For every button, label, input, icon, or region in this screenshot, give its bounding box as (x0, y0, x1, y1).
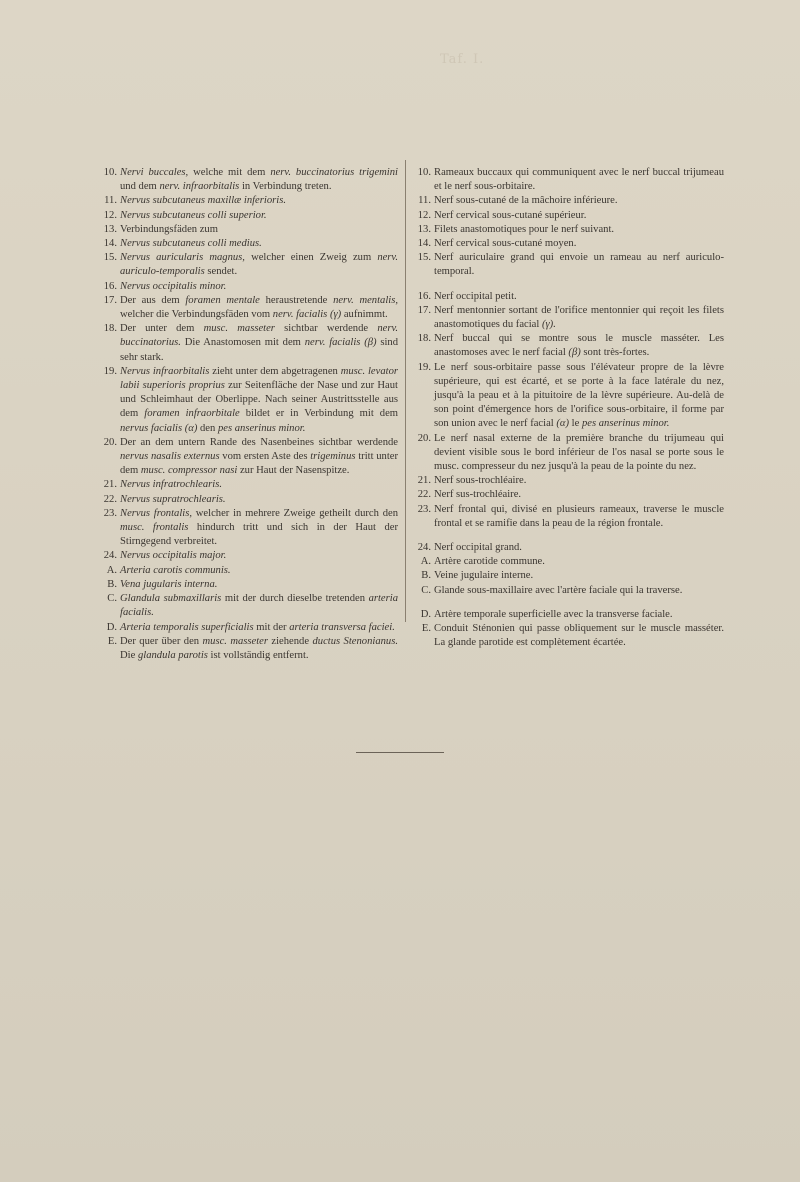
entry-text-run: vom ersten Aste des (219, 451, 311, 463)
entry-number: E. (421, 623, 431, 635)
entry-text-italic: (β) (568, 347, 581, 359)
entry-gap (414, 531, 724, 541)
entry-number: 18. (103, 323, 117, 335)
entry-text-italic: nerv. facialis (β) (304, 337, 377, 349)
entry-text-run: mit der durch dieselbe tretenden (221, 593, 369, 605)
entry-text-run: ziehende (268, 635, 313, 647)
entry-text-italic: nerv. infraorbitalis (159, 181, 240, 193)
entry-text-italic: pes anserinus minor. (217, 422, 306, 434)
legend-entry (100, 549, 398, 563)
entry-text (120, 251, 398, 279)
entry-text-italic: Nervus infratrochlearis. (120, 479, 223, 491)
entry-text-run: Der aus dem (120, 294, 186, 306)
entry-text-italic: Nervus frontalis, (120, 507, 192, 519)
entry-text-run: zur Haut der Nasenspitze. (237, 465, 350, 477)
entry-number: 20. (417, 432, 431, 444)
entry-text-run: Die Anastomosen mit dem (180, 337, 305, 349)
entry-text-run: heraustretende (259, 294, 334, 306)
entry-text-run: Die (120, 649, 138, 661)
entry-text-run: Nerf occipital petit. (434, 290, 517, 302)
entry-number: 16. (417, 290, 431, 302)
entry-text-italic: musc. masseter (203, 323, 275, 335)
entry-text-italic: nerv. mentalis, (333, 294, 398, 306)
legend-entry (414, 251, 724, 279)
entry-text (120, 564, 398, 578)
entry-text-italic: nerv. buccinatorius trigemini (270, 167, 398, 178)
entry-text (434, 290, 724, 304)
legend-entry (414, 503, 724, 531)
entry-text-italic: musc. compressor nasi (140, 465, 238, 477)
entry-text-run: zur Seitenfläche der Nase und zur Haut und Schleimhaut der Oberlippe. Nach seiner Austrittsstelle aus dem (120, 380, 398, 420)
entry-text-italic: Glandula submaxillaris (120, 593, 222, 605)
entry-number: 10. (103, 167, 117, 178)
entry-text-run: Nerf cervical sous-cutané supérieur. (434, 209, 587, 221)
legend-entry (100, 621, 398, 635)
entry-text-run: Nerf frontal qui, divisé en plusieurs rameaux, traverse le muscle frontal et se ramifie dans la peau de la région frontale. (434, 503, 724, 529)
entry-number: 15. (417, 252, 431, 264)
legend-entry (414, 488, 724, 502)
entry-gap (414, 598, 724, 608)
entry-text (434, 584, 724, 598)
entry-number: 11. (104, 195, 117, 207)
entry-text-italic: Nervus subcutaneus colli superior. (120, 209, 267, 221)
entry-text-run: Le nerf nasal externe de la première branche du trijumeau qui devient visible sous le bord inférieur de l'os nasal se porte sous le musc. compresseur du nez jusqu'à la peau de la pointe du nez. (434, 432, 724, 473)
entry-text (120, 578, 398, 592)
entry-number: 17. (103, 294, 117, 306)
legend-entry (414, 194, 724, 208)
entry-number: 19. (103, 365, 117, 377)
legend-entry (100, 251, 398, 279)
entry-number: 23. (417, 503, 431, 515)
entry-text-italic: Arteria carotis communis. (120, 564, 231, 576)
entry-text-run: Veine jugulaire interne. (434, 570, 534, 582)
entry-number: C. (107, 593, 117, 605)
entry-text-italic: (α) (556, 418, 569, 430)
legend-entry (414, 608, 724, 622)
entry-text-run: zieht unter dem abgetragenen (209, 365, 341, 377)
legend-entry (414, 290, 724, 304)
legend-entry (100, 280, 398, 294)
entry-number: 23. (103, 507, 117, 519)
entry-number: 13. (103, 223, 117, 235)
entry-text-run: Conduit Sténonien qui passe obliquement sur le muscle masséter. La glande parotide est complètement écartée. (434, 623, 724, 649)
legend-entry (414, 361, 724, 432)
entry-text-run: Nerf sous-trochléaire. (434, 475, 527, 487)
entry-text (434, 361, 724, 432)
entry-text (434, 555, 724, 569)
entry-text (120, 209, 398, 223)
entry-number: 24. (103, 550, 117, 562)
entry-text (120, 436, 398, 479)
entry-text (120, 621, 398, 635)
entry-number: 14. (417, 238, 431, 250)
entry-text-run: ist vollständig entfernt. (207, 649, 309, 661)
entry-text (120, 237, 398, 251)
legend-entry (100, 209, 398, 223)
entry-number: 18. (417, 333, 431, 345)
entry-text (434, 194, 724, 208)
entry-text-run: mit der (253, 621, 290, 633)
legend-entry (414, 555, 724, 569)
entry-number: 20. (103, 436, 117, 448)
entry-number: A. (420, 556, 431, 568)
entry-number: 13. (417, 223, 431, 235)
legend-entry (100, 592, 398, 620)
entry-text (120, 223, 398, 237)
entry-text-run: hindurch tritt und sich in der Haut der Stirngegend verbreitet. (120, 522, 398, 548)
entry-text-run: sind sehr stark. (120, 337, 398, 363)
legend-entry (414, 209, 724, 223)
entry-text-italic: Nervus occipitalis major. (120, 550, 227, 562)
entry-text-run: Nerf mentonnier sortant de l'orifice mentonnier qui reçoit les filets anastomotiques du facial (434, 304, 724, 331)
legend-entry (100, 436, 398, 479)
entry-gap (414, 280, 724, 290)
entry-text (120, 166, 398, 194)
entry-text-run: Filets anastomotiques pour le nerf suivant. (434, 223, 615, 235)
entry-text-italic: musc. frontalis (120, 522, 189, 534)
legend-entry (414, 622, 724, 650)
legend-entry (100, 237, 398, 251)
legend-entry (100, 578, 398, 592)
entry-text (120, 635, 398, 663)
entry-text-italic: nerv. facialis (γ) (272, 309, 342, 321)
entry-text (434, 474, 724, 488)
entry-text-run: Nerf sous-cutané de la mâchoire inférieure. (434, 195, 618, 207)
legend-entry (100, 365, 398, 436)
entry-text-run: sont très-fortes. (580, 347, 650, 359)
entry-text-italic: nervus facialis (α) (120, 422, 198, 434)
entry-text-run: in Verbindung treten. (239, 181, 332, 193)
legend-entry (100, 223, 398, 237)
entry-text-run: welcher die Verbindungsfäden vom (120, 309, 273, 321)
entry-text-run: und dem (120, 181, 160, 193)
entry-text-run: Verbindungsfäden zum (120, 223, 218, 235)
entry-text-italic: Nervus subcutaneus colli medius. (120, 238, 262, 250)
entry-text-italic: foramen infraorbitale (144, 408, 240, 420)
entry-text (434, 488, 724, 502)
entry-text (120, 493, 398, 507)
legend-entry (100, 478, 398, 492)
entry-text (434, 332, 724, 360)
entry-number: 22. (417, 489, 431, 501)
entry-number: 10. (417, 167, 431, 178)
entry-text (120, 294, 398, 322)
entry-text-run: Nerf occipital grand. (434, 542, 522, 554)
entry-text-italic: arteria facialis. (120, 593, 398, 619)
entry-text (120, 478, 398, 492)
legend-entry (100, 166, 398, 194)
entry-text (120, 507, 398, 550)
column-divider (405, 160, 406, 622)
entry-text-run: welche mit dem (188, 167, 271, 178)
legend-entry (100, 194, 398, 208)
entry-text-italic: foramen mentale (185, 294, 260, 306)
entry-number: 24. (417, 542, 431, 554)
entry-text-run: Nerf buccal qui se montre sous le muscle masséter. Les anastomoses avec le nerf facial (434, 333, 724, 359)
entry-text-run: Rameaux buccaux qui communiquent avec le nerf buccal trijumeau et le nerf sous-orbitaire. (434, 167, 724, 193)
entry-number: 15. (103, 252, 117, 264)
entry-text-italic: Nervus auricularis magnus, (120, 252, 245, 264)
entry-text (120, 280, 398, 294)
entry-text-run: le (569, 418, 582, 430)
entry-number: 12. (417, 209, 431, 221)
faint-plate-header: Taf. I. (440, 52, 485, 67)
french-column (414, 166, 724, 651)
entry-text (434, 622, 724, 650)
entry-text-run: bildet er in Verbindung mit dem (239, 408, 399, 420)
legend-entry (100, 294, 398, 322)
entry-text-run: sendet. (204, 266, 238, 278)
entry-text-run: Glande sous-maxillaire avec l'artère faciale qui la traverse. (434, 584, 683, 596)
entry-number: A. (106, 564, 117, 576)
entry-number: B. (421, 570, 431, 582)
entry-text-italic: Arteria temporalis superficialis (120, 621, 254, 633)
entry-number: 14. (103, 238, 117, 250)
entry-text-italic: Nervi buccales, (120, 167, 189, 178)
entry-text-italic: pes anserinus minor. (581, 418, 670, 430)
entry-number: E. (107, 635, 117, 647)
entry-text (434, 608, 724, 622)
entry-text-italic: Vena jugularis interna. (120, 578, 218, 590)
entry-text-run: Nerf auriculaire grand qui envoie un rameau au nerf auriculo-temporal. (434, 252, 724, 278)
legend-entry (414, 432, 724, 475)
legend-entry (100, 322, 398, 365)
german-column (100, 166, 398, 663)
entry-number: B. (107, 578, 117, 590)
legend-entry (414, 304, 724, 332)
closing-rule (356, 752, 444, 753)
entry-number: 12. (103, 209, 117, 221)
entry-text-italic: musc. masseter (202, 635, 268, 647)
legend-entry (414, 237, 724, 251)
entry-text (434, 541, 724, 555)
entry-number: 22. (103, 493, 117, 505)
entry-text (120, 592, 398, 620)
entry-text (434, 432, 724, 475)
legend-entry (414, 223, 724, 237)
entry-text (120, 365, 398, 436)
entry-text (434, 237, 724, 251)
legend-entry (414, 541, 724, 555)
entry-number: 16. (103, 280, 117, 292)
entry-text-run: Nerf cervical sous-cutané moyen. (434, 238, 577, 250)
entry-text-italic: musc. levator labii superioris proprius (120, 365, 398, 392)
entry-number: 21. (103, 479, 117, 491)
entry-text-italic: Nervus occipitalis minor. (120, 280, 227, 292)
entry-text-run: Der unter dem (120, 323, 204, 335)
legend-entry (414, 584, 724, 598)
entry-text-run: den (197, 422, 218, 434)
entry-number: C. (421, 584, 431, 596)
entry-number: D. (420, 608, 431, 620)
entry-text-run: Nerf sus-trochléaire. (434, 489, 522, 501)
entry-text-run: welcher einen Zweig zum (244, 252, 378, 264)
entry-text (434, 251, 724, 279)
entry-text (434, 304, 724, 332)
entry-number: 19. (417, 361, 431, 373)
entry-text (434, 223, 724, 237)
entry-text-italic: Nervus infraorbitalis (120, 365, 210, 377)
entry-number: 17. (417, 304, 431, 316)
legend-entry (414, 166, 724, 194)
entry-number: 21. (417, 475, 431, 487)
entry-text-italic: Nervus subcutaneus maxillæ inferioris. (120, 195, 286, 207)
entry-text-run: sichtbar werdende (274, 323, 378, 335)
entry-text (120, 194, 398, 208)
entry-text (434, 166, 724, 194)
legend-entry (100, 564, 398, 578)
entry-number: D. (106, 621, 117, 633)
entry-text-italic: trigeminus (310, 451, 356, 463)
entry-text-italic: glandula parotis (137, 649, 208, 661)
entry-text (434, 503, 724, 531)
legend-entry (414, 569, 724, 583)
entry-text (120, 549, 398, 563)
entry-text-run: Artère temporale superficielle avec la transverse faciale. (434, 608, 673, 620)
entry-text-run: welcher in mehrere Zweige getheilt durch den (191, 507, 398, 519)
entry-text-italic: nerv. buccinatorius. (120, 323, 399, 349)
entry-text-run: tritt unter dem (120, 451, 399, 477)
legend-entry (414, 474, 724, 488)
entry-text-run: Der an dem untern Rande des Nasenbeines sichtbar werdende (120, 436, 398, 448)
entry-text-run: Artère carotide commune. (434, 556, 545, 568)
entry-text-italic: Nervus supratrochlearis. (120, 493, 226, 505)
entry-text (434, 569, 724, 583)
entry-text-italic: nervus nasalis externus (120, 451, 220, 463)
legend-entry (414, 332, 724, 360)
entry-text-run: Der quer über den (120, 635, 203, 647)
entry-text-italic: nerv. auriculo-temporalis (120, 252, 398, 278)
legend-entry (100, 493, 398, 507)
entry-text-italic: ductus Stenonianus. (312, 635, 398, 647)
entry-text (120, 322, 398, 365)
entry-text-run: Le nerf sous-orbitaire passe sous l'élévateur propre de la lèvre supérieure, qui est écarté, et se porte à la face latérale du nez, jusqu'à la peau et à la pituitoire de la lèvre supérieure. Au-delà de son point d'émergence hors de l'orifice sous-orbitaire, il forme par son union avec le nerf facial (434, 361, 724, 430)
entry-number: 11. (418, 195, 431, 207)
entry-text-run: aufnimmt. (341, 309, 388, 321)
entry-text-italic: arteria transversa faciei. (289, 621, 395, 633)
entry-text-italic: (γ). (541, 319, 556, 331)
entry-text (434, 209, 724, 223)
legend-entry (100, 635, 398, 663)
legend-entry (100, 507, 398, 550)
